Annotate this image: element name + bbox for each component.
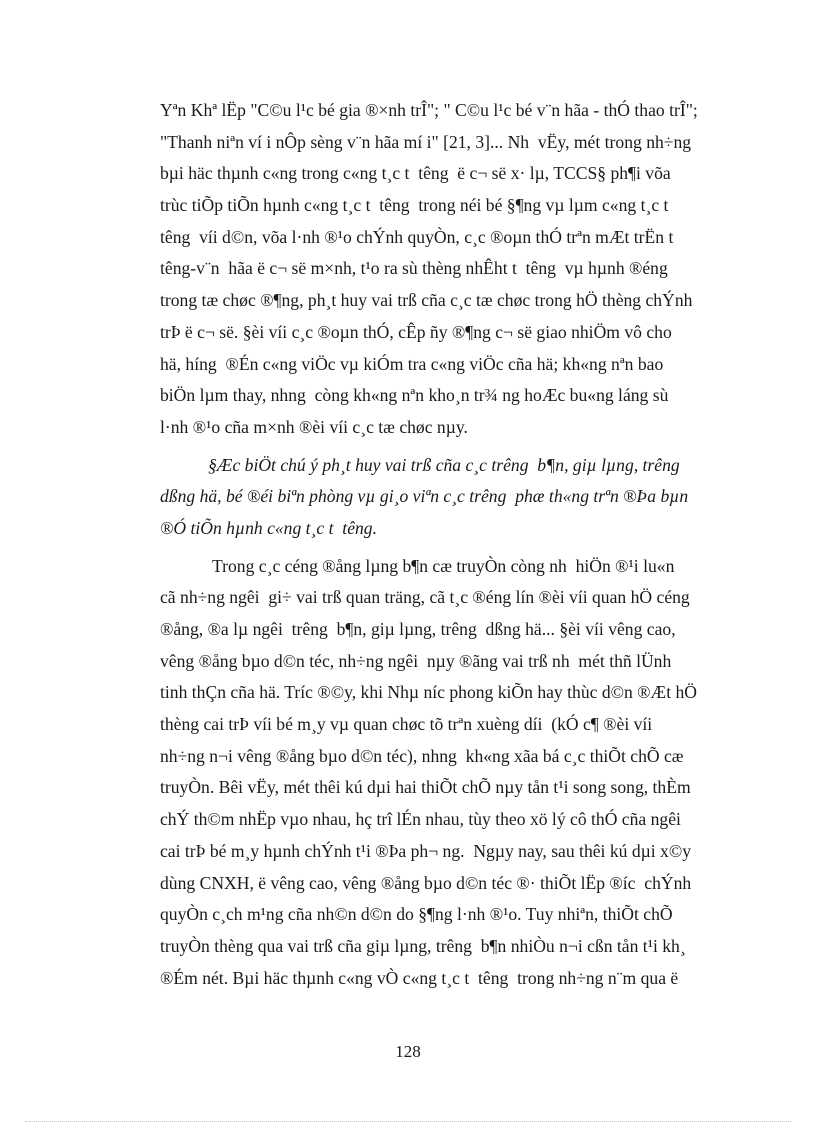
text-line: cã nh÷ng ngêi gi÷ vai trß quan träng, cã t¸c ®éng lín ®èi víi quan hÖ céng [160, 587, 690, 608]
text-line: §Æc biÖt chú ý ph¸t huy vai trß cña c¸c trêng b¶n, giµ lµng, trêng [208, 454, 680, 475]
text-line: trÞ ë c¬ së. §èi víi c¸c ®oµn thÓ, cÊp ñy ®¶ng c¬ së giao nhiÖm vô cho [160, 321, 672, 342]
text-line: ®Ó tiÕn hµnh c«ng t¸c t têng. [160, 517, 378, 538]
body-text [160, 95, 738, 994]
text-line: Trong c¸c céng ®ång lµng b¶n cæ truyÒn còng nh hiÖn ®¹i lu«n [212, 555, 675, 576]
page-number: 128 [395, 1042, 421, 1061]
text-line: têng víi d©n, võa l·nh ®¹o chÝnh quyÒn, c¸c ®oµn thÓ trªn mÆt trËn t [160, 226, 674, 247]
text-line: dùng CNXH, ë vêng cao, vêng ®ång bµo d©n téc ®· thiÕt lËp ®íc chÝnh [160, 872, 692, 893]
text-line: nh÷ng n¬i vêng ®ång bµo d©n téc), nhng kh«ng xãa bá c¸c thiÕt chÕ cæ [160, 745, 684, 766]
text-line: truyÒn thèng qua vai trß cña giµ lµng, trêng b¶n nhiÒu n¬i cßn tån t¹i kh¸ [160, 935, 686, 956]
text-line: tinh thÇn cña hä. Tríc ®©y, khi Nhµ níc phong kiÕn hay thùc d©n ®Æt hÖ [160, 682, 697, 703]
text-line: dßng hä, bé ®éi biªn phòng vµ gi¸o viªn c¸c trêng phæ th«ng trªn ®Þa bµn [160, 486, 689, 507]
text-line: ®Ém nét. Bµi häc thµnh c«ng vÒ c«ng t¸c t têng trong nh÷ng n¨m qua ë [160, 967, 679, 988]
text-line: thèng cai trÞ víi bé m¸y vµ quan chøc tõ trªn xuèng díi (kÓ c¶ ®èi víi [160, 714, 653, 735]
text-line: Yªn Khª lËp "C©u l¹c bé gia ®×nh trÎ"; " C©u l¹c bé v¨n hãa - thÓ thao trÎ"; [160, 100, 698, 120]
text-line: chÝ th©m nhËp vµo nhau, hç trî lÉn nhau, tùy theo xö lý cô thÓ cña ngêi [160, 809, 681, 830]
paragraph-1 [160, 95, 738, 444]
paragraph-2-italic [160, 450, 738, 545]
text-line: bµi häc thµnh c«ng trong c«ng t¸c t têng ë c¬ së x· lµ, TCCS§ ph¶i võa [160, 163, 671, 184]
text-line: "Thanh niªn ví i nÔp sèng v¨n hãa mí i" [21, 3]... Nh vËy, mét trong nh÷ng [160, 131, 692, 152]
page-bottom-divider [25, 1121, 791, 1122]
text-line: vêng ®ång bµo d©n téc, nh÷ng ngêi nµy ®ãng vai trß nh mét thñ lÜnh [160, 650, 672, 671]
text-line: trùc tiÕp tiÕn hµnh c«ng t¸c t têng trong néi bé §¶ng vµ lµm c«ng t¸c t [160, 195, 669, 216]
text-line: ®ång, ®a lµ ngêi trêng b¶n, giµ lµng, trêng dßng hä... §èi víi vêng cao, [160, 619, 676, 639]
text-line: têng-v¨n hãa ë c¬ së m×nh, t¹o ra sù thèng nhÊht t têng vµ hµnh ®éng [160, 258, 668, 279]
text-line: quyÒn c¸ch m¹ng cña nh©n d©n do §¶ng l·nh ®¹o. Tuy nhiªn, thiÕt chÕ [160, 904, 673, 925]
text-line: truyÒn. Bêi vËy, mét thêi kú dµi hai thiÕt chÕ nµy tån t¹i song song, thÈm [160, 777, 691, 798]
text-line: trong tæ chøc ®¶ng, ph¸t huy vai trß cña c¸c tæ chøc trong hÖ thèng chÝnh [160, 290, 693, 311]
text-line: biÖn lµm thay, nhng còng kh«ng nªn kho¸n tr¾ ng hoÆc bu«ng láng sù [160, 385, 669, 406]
paragraph-3 [160, 551, 738, 995]
text-line: l·nh ®¹o cña m×nh ®èi víi c¸c tæ chøc nµy. [160, 416, 468, 437]
text-line: hä, híng ®Én c«ng viÖc vµ kiÓm tra c«ng viÖc cña hä; kh«ng nªn bao [160, 353, 664, 374]
text-line: cai trÞ bé m¸y hµnh chÝnh t¹i ®Þa ph¬ ng. Ngµy nay, sau thêi kú dµi x©y [160, 840, 692, 861]
